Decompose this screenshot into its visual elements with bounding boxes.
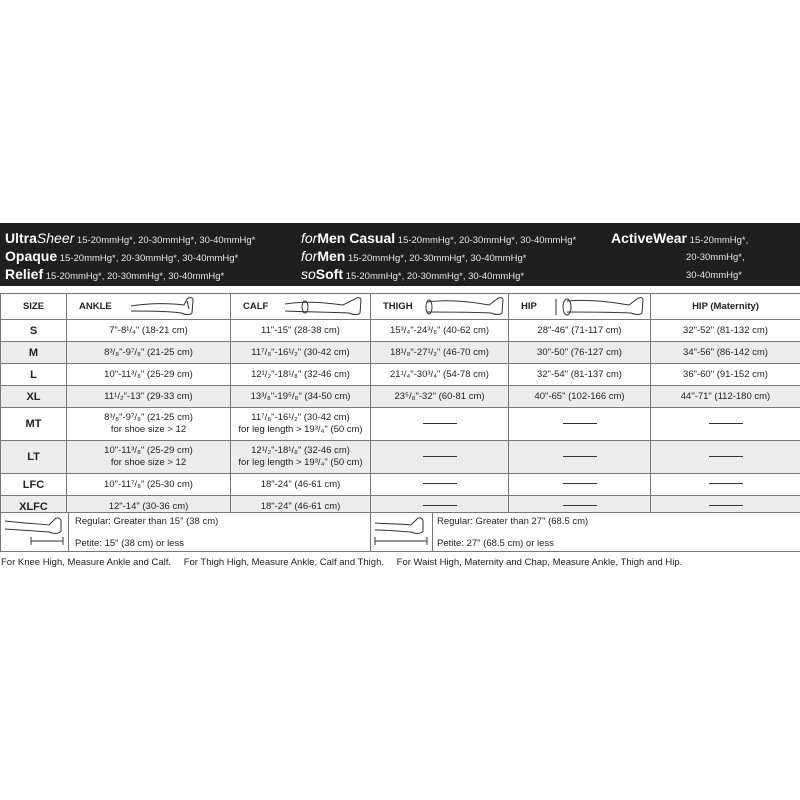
- hipm-cell: [651, 408, 800, 441]
- calf-value: 18"-24" (46-61 cm): [260, 500, 341, 512]
- not-available-dash: [423, 423, 457, 424]
- thigh-value: 15³/₄"-24³/₈" (40-62 cm): [389, 324, 490, 336]
- product-ultrasheer: UltraSheer 15-20mmHg*, 20-30mmHg*, 30-40mmHg*: [5, 230, 256, 246]
- thigh-cell: [371, 386, 509, 408]
- product-activewear-spec-2: 20-30mmHg*,: [686, 252, 745, 263]
- thigh-cell: [371, 342, 509, 364]
- hipm-value: 44"-71" (112-180 cm): [680, 390, 771, 402]
- calf-cell: [231, 408, 371, 441]
- leg-length-long-icon: [371, 513, 433, 551]
- not-available-dash: [563, 483, 597, 484]
- product-header: [0, 223, 800, 286]
- col-header-ankle: ANKLE: [67, 294, 231, 320]
- product-formen: forMen 15-20mmHg*, 20-30mmHg*, 30-40mmHg*: [301, 248, 527, 264]
- product-formen-casual: forMen Casual 15-20mmHg*, 20-30mmHg*, 30-40mmHg*: [301, 230, 577, 246]
- hipm-cell: [651, 441, 800, 474]
- col-header-hip-maternity: HIP (Maternity): [651, 294, 800, 320]
- hip-cell: [509, 342, 651, 364]
- size-cell: XL: [1, 386, 67, 408]
- not-available-dash: [709, 483, 743, 484]
- ankle-value: 8³/₈"-9⁷/₈" (21-25 cm): [104, 412, 193, 423]
- leg-length-box-left: [0, 512, 70, 552]
- not-available-dash: [423, 505, 457, 506]
- hip-cell: [509, 386, 651, 408]
- leg-calf-icon: [283, 295, 365, 317]
- hip-cell: [509, 320, 651, 342]
- col-header-thigh: THIGH: [371, 294, 509, 320]
- not-available-dash: [423, 456, 457, 457]
- calf-value: 12¹/₂"-18¹/₈" (32-46 cm): [251, 445, 350, 456]
- thigh-value: 21¹/₄"-30³/₄" (54-78 cm): [390, 368, 489, 380]
- hipm-cell: [651, 342, 800, 364]
- calf-value: 11⁷/₈"-16¹/₂" (30-42 cm): [251, 346, 350, 358]
- calf-cell: [231, 342, 371, 364]
- size-cell: LFC: [1, 474, 67, 496]
- col-header-size: SIZE: [1, 294, 67, 320]
- ankle-cell: [67, 441, 231, 474]
- col-header-calf: CALF: [231, 294, 371, 320]
- hip-value: 40"-65" (102-166 cm): [534, 390, 625, 402]
- hip-cell: [509, 364, 651, 386]
- table-row: [1, 408, 800, 441]
- leg-length-short-icon: [1, 513, 69, 551]
- not-available-dash: [423, 483, 457, 484]
- size-cell: S: [1, 320, 67, 342]
- ankle-cell: [67, 342, 231, 364]
- hipm-value: 32"-52" (81-132 cm): [683, 324, 768, 336]
- thigh-value: 18¹/₈"-27¹/₂" (46-70 cm): [390, 346, 489, 358]
- not-available-dash: [709, 423, 743, 424]
- table-row: [1, 474, 800, 496]
- table-row: [1, 320, 800, 342]
- thigh-cell: [371, 474, 509, 496]
- calf-cell: [231, 320, 371, 342]
- not-available-dash: [563, 423, 597, 424]
- hipm-cell: [651, 474, 800, 496]
- thigh-cell: [371, 364, 509, 386]
- leg-length-box-right: [370, 512, 434, 552]
- hipm-cell: [651, 386, 800, 408]
- ankle-cell: [67, 474, 231, 496]
- instruction-thigh-high: For Thigh High, Measure Ankle, Calf and Thigh.: [183, 557, 384, 568]
- length-legend: [0, 512, 800, 552]
- thigh-cell: [371, 408, 509, 441]
- not-available-dash: [709, 456, 743, 457]
- hipm-cell: [651, 364, 800, 386]
- calf-value: 11⁷/₈"-16¹/₂" (30-42 cm): [251, 412, 350, 423]
- ankle-note: for shoe size > 12: [110, 424, 187, 435]
- size-cell: LT: [1, 441, 67, 474]
- table-row: [1, 364, 800, 386]
- calf-value: 18"-24" (46-61 cm): [260, 478, 341, 490]
- ankle-cell: [67, 386, 231, 408]
- not-available-dash: [709, 505, 743, 506]
- calf-cell: [231, 441, 371, 474]
- ankle-value: 11¹/₂"-13" (29-33 cm): [104, 390, 193, 402]
- table-row: [1, 441, 800, 474]
- leg-hip-icon: [553, 295, 647, 317]
- product-sosoft: soSoft 15-20mmHg*, 20-30mmHg*, 30-40mmHg*: [301, 266, 525, 282]
- ankle-note: for shoe size > 12: [110, 457, 187, 468]
- ankle-value: 10"-11³/₈" (25-29 cm): [104, 368, 193, 380]
- calf-value: 13³/₈"-19⁵/₈" (34-50 cm): [250, 390, 351, 402]
- instruction-knee-high: For Knee High, Measure Ankle and Calf.: [1, 557, 172, 568]
- hip-cell: [509, 408, 651, 441]
- hip-value: 30"-50" (76-127 cm): [537, 346, 622, 358]
- hip-value: 28"-46" (71-117 cm): [537, 324, 622, 336]
- ankle-cell: [67, 364, 231, 386]
- col-header-hip: HIP: [509, 294, 651, 320]
- hip-cell: [509, 441, 651, 474]
- calf-note: for leg length > 19³/₄" (50 cm): [238, 424, 363, 435]
- ankle-value: 12"-14" (30-36 cm): [108, 500, 189, 512]
- size-cell: L: [1, 364, 67, 386]
- size-cell: XLFC: [1, 496, 67, 518]
- product-relief: Relief 15-20mmHg*, 20-30mmHg*, 30-40mmHg*: [5, 266, 225, 282]
- product-opaque: Opaque 15-20mmHg*, 20-30mmHg*, 30-40mmHg*: [5, 248, 239, 264]
- regular-short-label: Regular: Greater than 15" (38 cm): [75, 516, 219, 527]
- ankle-cell: [67, 320, 231, 342]
- thigh-cell: [371, 441, 509, 474]
- hip-cell: [509, 474, 651, 496]
- calf-value: 12¹/₂"-18¹/₈" (32-46 cm): [251, 368, 350, 380]
- instruction-waist-high: For Waist High, Maternity and Chap, Measure Ankle, Thigh and Hip.: [396, 557, 683, 568]
- calf-cell: [231, 474, 371, 496]
- calf-value: 11"-15" (28-38 cm): [261, 324, 340, 336]
- calf-note: for leg length > 19³/₄" (50 cm): [238, 457, 363, 468]
- leg-thigh-icon: [423, 295, 507, 317]
- table-row: [1, 342, 800, 364]
- product-activewear-spec-3: 30-40mmHg*: [686, 270, 742, 281]
- thigh-cell: [371, 320, 509, 342]
- ankle-value: 10"-11³/₈" (25-29 cm): [104, 445, 193, 456]
- thigh-value: 23⁵/₈"-32" (60-81 cm): [394, 390, 485, 402]
- ankle-value: 8³/₈"-9⁷/₈" (21-25 cm): [104, 346, 193, 358]
- calf-cell: [231, 386, 371, 408]
- size-cell: MT: [1, 408, 67, 441]
- petite-short-label: Petite: 15" (38 cm) or less: [75, 538, 184, 549]
- leg-ankle-icon: [129, 295, 199, 317]
- table-row: [1, 386, 800, 408]
- product-activewear: ActiveWear 15-20mmHg*,: [611, 230, 749, 246]
- ankle-value: 10"-11⁷/₈" (25-30 cm): [104, 478, 193, 490]
- measurement-instructions: [1, 557, 692, 568]
- hipm-cell: [651, 320, 800, 342]
- regular-long-label: Regular: Greater than 27" (68.5 cm): [437, 516, 589, 527]
- size-cell: M: [1, 342, 67, 364]
- not-available-dash: [563, 505, 597, 506]
- hip-value: 32"-54" (81-137 cm): [537, 368, 622, 380]
- table-header-row: [1, 294, 800, 320]
- not-available-dash: [563, 456, 597, 457]
- ankle-value: 7"-8¹/₄" (18-21 cm): [109, 324, 188, 336]
- hipm-value: 34"-56" (86-142 cm): [683, 346, 768, 358]
- hipm-value: 36"-60" (91-152 cm): [683, 368, 768, 380]
- calf-cell: [231, 364, 371, 386]
- size-chart-table: [0, 293, 800, 518]
- petite-long-label: Petite: 27" (68.5 cm) or less: [437, 538, 554, 549]
- ankle-cell: [67, 408, 231, 441]
